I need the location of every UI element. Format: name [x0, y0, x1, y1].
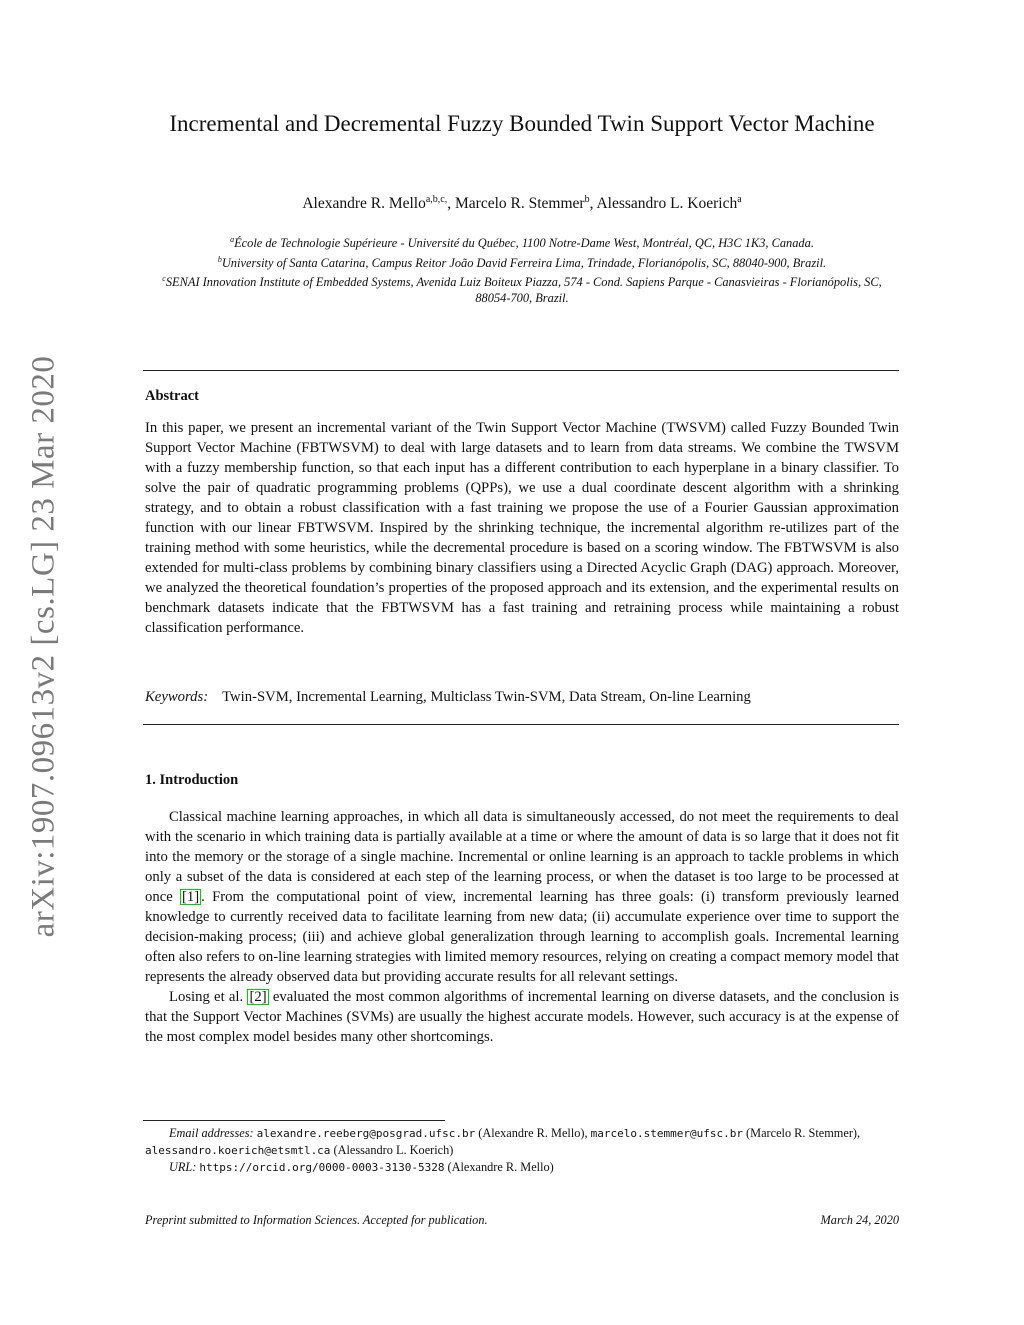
- orcid-link[interactable]: https://orcid.org/0000-0003-3130-5328: [199, 1161, 445, 1174]
- arxiv-stamp-text: arXiv:1907.09613v2 [cs.LG] 23 Mar 2020: [25, 355, 62, 937]
- affiliations: [145, 232, 899, 307]
- email-label: Email addresses:: [169, 1126, 254, 1140]
- author-separator: ,: [447, 195, 455, 213]
- section-heading-introduction: 1. Introduction: [145, 772, 239, 788]
- email-address[interactable]: marcelo.stemmer@ufsc.br: [590, 1127, 743, 1140]
- author-affil-mark: a: [737, 194, 742, 205]
- paragraph-text: . From the computational point of view, incremental learning has three goals: (i) transform previously learned knowledge to currently received data to facilitate learning from new data; (ii) accumulate experience over time to support the decision-making process; (iii) and achieve global generalization through learning to accomplish goals. Incremental learning often also refers to on-line learning strategies with limited memory resources, relying on creating a compact memory model that represents the already observed data but providing accurate results for all relevant settings.: [145, 889, 899, 985]
- url-label: URL:: [169, 1160, 197, 1174]
- author-name: Marcelo R. Stemmer: [455, 195, 585, 213]
- url-owner: (Alexandre R. Mello): [444, 1160, 554, 1174]
- footer-submission-note: Preprint submitted to Information Sciences. Accepted for publication.: [145, 1213, 488, 1227]
- introduction-body: [145, 807, 899, 1047]
- email-owner: (Marcelo R. Stemmer),: [742, 1126, 861, 1140]
- keywords: [145, 689, 899, 706]
- citation-link[interactable]: [2]: [249, 989, 267, 1005]
- abstract-top-rule: [143, 370, 899, 371]
- footnotes: [145, 1125, 899, 1176]
- email-owner: (Alessandro L. Koerich): [330, 1143, 454, 1157]
- author-separator: ,: [589, 195, 597, 213]
- email-footnote: [145, 1125, 899, 1159]
- email-owner: (Alexandre R. Mello),: [475, 1126, 591, 1140]
- abstract-bottom-rule: [143, 724, 899, 725]
- affiliation: [145, 232, 899, 252]
- email-address[interactable]: alexandre.reeberg@posgrad.ufsc.br: [256, 1127, 476, 1140]
- url-footnote: [145, 1159, 899, 1176]
- paragraph: [145, 987, 899, 1047]
- footnote-rule: [143, 1120, 445, 1121]
- email-address[interactable]: alessandro.koerich@etsmtl.ca: [145, 1144, 331, 1157]
- paragraph-text: Losing et al.: [169, 989, 248, 1005]
- affiliation-text: SENAI Innovation Institute of Embedded Systems, Avenida Luiz Boiteux Piazza, 574 - Cond. Sapiens Parque - Canasvieiras - Florianópolis, SC, 88054-700, Brazil.: [165, 275, 882, 306]
- affiliation-text: University of Santa Catarina, Campus Reitor João David Ferreira Lima, Trindade, Florianópolis, SC, 88040-900, Brazil.: [221, 255, 827, 270]
- author-name: Alessandro L. Koerich: [596, 195, 738, 213]
- paper-title: Incremental and Decremental Fuzzy Bounded Twin Support Vector Machine: [169, 111, 875, 136]
- author-affil-mark: b: [584, 194, 590, 205]
- keywords-text: Twin-SVM, Incremental Learning, Multiclass Twin-SVM, Data Stream, On-line Learning: [222, 689, 751, 705]
- affiliation-mark: a: [230, 235, 235, 244]
- footer-date: March 24, 2020: [820, 1213, 899, 1227]
- paragraph: [145, 807, 899, 987]
- author-name: Alexandre R. Mello: [302, 195, 426, 213]
- affiliation-mark: c: [162, 274, 166, 284]
- paragraph-text: evaluated the most common algorithms of incremental learning on diverse datasets, and the conclusion is that the Support Vector Machines (SVMs) are usually the highest accurate models. However, such accuracy is at the expense of the most complex model besides many other shortcomings.: [145, 989, 899, 1045]
- affiliation-text: École de Technologie Supérieure - Université du Québec, 1100 Notre-Dame West, Montréal, QC, H3C 1K3, Canada.: [234, 236, 814, 251]
- abstract-heading: Abstract: [145, 388, 199, 404]
- author-list: [145, 194, 899, 213]
- author-affil-mark: a,b,c,: [425, 194, 448, 205]
- affiliation: [145, 252, 899, 272]
- abstract-body: In this paper, we present an incremental variant of the Twin Support Vector Machine (TWSVM) called Fuzzy Bounded Twin Support Vector Machine (FBTWSVM) to deal with large datasets and to learn from data streams. We combine the TWSVM with a fuzzy membership function, so that each input has a different contribution to each hyperplane in a binary classifier. To solve the pair of quadratic programming problems (QPPs), we use a dual coordinate descent algorithm with a shrinking strategy, and to obtain a robust classification with a fast training we propose the use of a Fourier Gaussian approximation function with our linear FBTWSVM. Inspired by the shrinking technique, the incremental algorithm re-utilizes part of the training method with some heuristics, while the decremental procedure is based on a scoring window. The FBTWSVM is also extended for multi-class problems by combining binary classifiers using a Directed Acyclic Graph (DAG) approach. Moreover, we analyzed the theoretical foundation’s properties of the proposed approach and its extension, and the experimental results on benchmark datasets indicate that the FBTWSVM has a fast training and retraining process while maintaining a robust classification performance.: [145, 420, 899, 636]
- affiliation-mark: b: [217, 254, 222, 264]
- citation-link[interactable]: [1]: [182, 889, 200, 905]
- paragraph-text: Classical machine learning approaches, in which all data is simultaneously accessed, do not meet the requirements to deal with the scenario in which training data is partially available at a time or where the amount of data is so large that it does not fit into the memory or the storage of a single machine. Incremental or online learning is an approach to tackle problems in which only a subset of the data is considered at each step of the learning process, or when the dataset is too large to be processed at once: [145, 809, 899, 905]
- keywords-label: Keywords:: [145, 689, 209, 705]
- affiliation: [145, 271, 899, 306]
- arxiv-stamp: [14, 346, 74, 946]
